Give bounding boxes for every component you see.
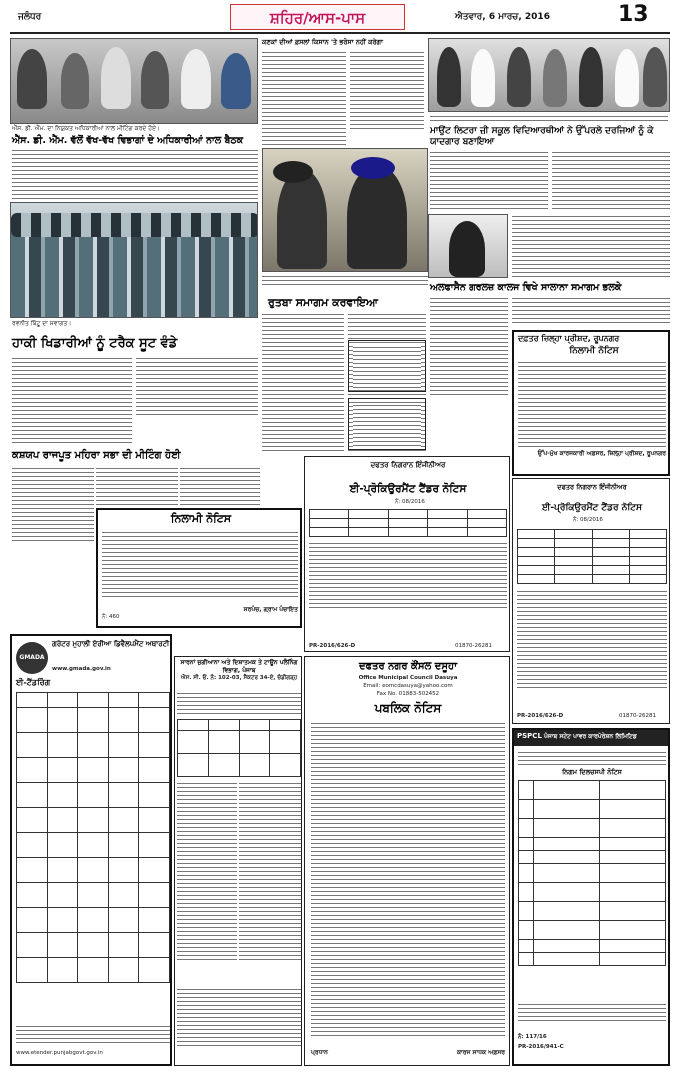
nilami-title: ਨਿਲਾਮੀ ਨੋਟਿਸ: [170, 512, 232, 525]
zila-parishad-notice: [512, 330, 670, 476]
school-photo: [428, 38, 670, 112]
school-body-2: [552, 150, 670, 212]
eproc-right-no: ਨੰ: 08/2016: [573, 517, 603, 523]
council-public-notice: ਪਬਲਿਕ ਨੋਟਿਸ: [374, 701, 442, 715]
college-photo: [428, 214, 508, 278]
nilami-sign: ਸਰਪੰਚ, ਗ੍ਰਾਮ ਪੰਚਾਇਤ: [243, 606, 298, 613]
eproc-left-no: ਨੰ: 08/2016: [395, 499, 425, 505]
council-en: Office Municipal Council Dasuya: [358, 675, 458, 681]
town-planning-title: ਸਾਰਨਾਂ ਜੁਗੀਆਨਾ ਅਤੇ ਦਿਸ਼ਾਤਮਕ ਤੇ ਟਾਊਨ ਪਲੈਨਿੰਗ ਵਿਭਾਗ, ਪੰਜਾਬ: [180, 659, 298, 674]
hockey-caption: ਰਵਨੀਤ ਬਿੱਟੂ ਦਾ ਸਵਾਗਤ।: [12, 320, 72, 327]
rutba-headline: ਰੁਤਬਾ ਸਮਾਗਮ ਕਰਵਾਇਆ: [268, 296, 379, 309]
nilami-body: [102, 530, 298, 600]
school-body: [430, 150, 548, 212]
town-planning-notice: [174, 656, 302, 1066]
rutba-body: [262, 312, 344, 452]
mehra-body-2: [96, 466, 178, 506]
town-planning-sub: ਐਸ. ਸੀ. ਓ. ਨੰ: 102-03, ਸੈਕਟਰ 34-ਏ, ਚੰਡੀਗੜ੍ਹ: [180, 675, 298, 681]
kaddi-headline: ਕਣਕਾਂ ਦੀਆਂ ਫ਼ਸਲਾਂ ਕਿਸਾਨ 'ਤੇ ਭਰੋਸਾ ਨਹੀਂ ਕਰੇਗਾ: [262, 38, 383, 46]
eproc-left-title: ਈ-ਪ੍ਰੋਕਿਉਰਮੈਂਟ ਟੈਂਡਰ ਨੋਟਿਸ: [349, 483, 467, 495]
header-rule: [10, 32, 670, 34]
mehra-headline: ਕਸ਼ਯਪ ਰਾਜਪੂਤ ਮਹਿਰਾ ਸਭਾ ਦੀ ਮੀਟਿੰਗ ਹੋਈ: [12, 450, 181, 461]
zila-parishad-title: ਦਫ਼ਤਰ ਜ਼ਿਲ੍ਹਾ ਪ੍ਰੀਸ਼ਦ, ਰੂਪਨਗਰ: [518, 334, 620, 343]
council-notice: [304, 656, 510, 1066]
council-sign-right: ਕਾਰਜ ਸਾਧਕ ਅਫ਼ਸਰ: [456, 1049, 505, 1056]
gmada-name: ਗਰੇਟਰ ਮੁਹਾਲੀ ਏਰੀਆ ਡਿਵੈਲਪਮੈਂਟ ਅਥਾਰਟੀ: [52, 640, 170, 648]
pspcl-no: ਨੰ: 117/16: [518, 1034, 547, 1040]
college-body: [430, 296, 508, 396]
eproc-left-pr: PR-2016/626-D: [309, 643, 356, 649]
council-title: ਦਫਤਰ ਨਗਰ ਕੌਂਸਲ ਦਸੂਹਾ: [358, 661, 458, 672]
notice-small-2: [348, 398, 426, 450]
eproc-left-notice: [304, 456, 510, 652]
school-caption: [430, 114, 668, 124]
eproc-left-phone: 01870-26281: [455, 643, 492, 649]
pspcl-notice: [512, 728, 670, 1066]
gmada-table: [16, 692, 170, 983]
eproc-right-office: ਦਫਤਰ ਨਿਗਰਾਨ ਇੰਜੀਨੀਅਰ: [557, 483, 627, 491]
nilami-ref: ਨੰ: 460: [102, 614, 120, 620]
header-city: ਜਲੰਧਰ: [18, 12, 42, 22]
hockey-body: [12, 356, 132, 446]
hockey-body-2: [136, 356, 258, 416]
hockey-photo: [10, 202, 258, 318]
town-planning-body-2: [239, 781, 301, 961]
hockey-headline: ਹਾਕੀ ਖਿਡਾਰੀਆਂ ਨੂੰ ਟਰੈਕ ਸੂਟ ਵੰਡੇ: [12, 336, 178, 351]
town-planning-body: [177, 781, 237, 961]
eproc-right-pr: PR-2016/626-D: [517, 713, 564, 719]
pspcl-sub: ਨਿਗਮ ਦਿਲਚਸਪੀ ਨੋਟਿਸ: [562, 768, 622, 776]
council-body: [311, 721, 505, 1037]
zila-parishad-sub: ਨਿਲਾਮੀ ਨੋਟਿਸ: [569, 346, 619, 356]
eproc-right-table: [517, 529, 667, 584]
town-planning-intro: [177, 691, 301, 715]
gmada-footer-text: [16, 1024, 170, 1046]
college-side-text: [512, 214, 670, 280]
gmada-footer-site: www.etender.punjabgovt.gov.in: [16, 1050, 103, 1056]
eproc-left-table: [309, 509, 507, 537]
school-headline: ਮਾਉਂਟ ਲਿਟਰਾ ਜ਼ੀ ਸਕੂਲ ਵਿਦਿਆਰਥੀਆਂ ਨੇ ਉੱਪਰਲੇ ਦਰਜਿਆਂ ਨੂੰ ਕੇ ਯਾਦਗਾਰ ਬਣਾਇਆ: [430, 126, 654, 147]
sdm-photo-caption: ਐੱਸ. ਡੀ. ਐੱਮ. ਦਾ ਨਿਯੁਕਤ ਅਧਿਕਾਰੀਆਂ ਨਾਲ ਮੀਟਿੰਗ ਕਰਦੇ ਹੋਏ।: [12, 125, 161, 132]
page-number: 13: [618, 2, 649, 27]
eproc-left-office: ਦਫਤਰ ਨਿਗਰਾਨ ਇੰਜੀਨੀਅਰ: [370, 461, 446, 469]
pspcl-table: [518, 780, 666, 966]
zila-parishad-sign: ਉੱਪ-ਮੁੱਖ ਕਾਰਜਕਾਰੀ ਅਫ਼ਸਰ, ਜ਼ਿਲ੍ਹਾ ਪ੍ਰੀਸ਼ਦ, ਰੂਪਨਗਰ: [537, 450, 666, 457]
gmada-notice: [10, 634, 172, 1066]
eproc-right-phone: 01870-26281: [619, 713, 656, 719]
notice-small-1: [348, 340, 426, 392]
pspcl-title: ਪੰਜਾਬ ਸਟੇਟ ਪਾਵਰ ਕਾਰਪੋਰੇਸ਼ਨ ਲਿਮਿਟਿਡ: [544, 733, 637, 740]
rutba-photo: [262, 148, 428, 272]
eproc-left-terms: [309, 541, 507, 611]
town-planning-table: [177, 719, 301, 777]
pspcl-address: [518, 750, 666, 766]
college-body-2: [512, 296, 670, 326]
zila-parishad-body: [518, 360, 666, 448]
pspcl-logo: PSPCL: [517, 732, 542, 740]
rutba-caption: [262, 274, 428, 288]
gmada-logo: GMADA: [16, 642, 48, 674]
eproc-right-notice: [512, 478, 670, 724]
council-sign-left: ਪ੍ਰਧਾਨ: [311, 1049, 328, 1056]
nilami-notice: [96, 508, 302, 628]
sdm-meeting-headline: ਐੱਸ. ਡੀ. ਐੱਮ. ਵੱਲੋਂ ਵੱਖ-ਵੱਖ ਵਿਭਾਗਾਂ ਦੇ ਅਧਿਕਾਰੀਆਂ ਨਾਲ ਬੈਠਕ: [12, 135, 244, 146]
mehra-body-3: [180, 466, 260, 506]
pspcl-pr: PR-2016/941-C: [518, 1044, 564, 1050]
pspcl-footer-text: [518, 1002, 666, 1022]
council-fax: Fax No. 01883-502452: [376, 691, 440, 697]
section-masthead: ਸ਼ਹਿਰ/ਆਸ-ਪਾਸ: [230, 4, 405, 30]
kaddi-body-2: [350, 50, 424, 130]
kaddi-body: [262, 50, 346, 146]
gmada-site: www.gmada.gov.in: [52, 666, 111, 672]
town-planning-footer: [177, 987, 301, 1047]
eproc-right-terms: [517, 589, 667, 689]
header-date: ਐਤਵਾਰ, 6 ਮਾਰਚ, 2016: [455, 12, 550, 22]
sdm-meeting-photo: [10, 38, 258, 124]
college-headline: ਅਲਫਾਸੈਨ ਗਰਲਜ਼ ਕਾਲਜ ਵਿਖੇ ਸਾਲਾਨਾ ਸਮਾਗਮ ਭਲਕੇ: [430, 282, 622, 293]
gmada-title: ਈ-ਟੈਂਡਰਿੰਗ: [16, 678, 51, 687]
council-email: Email: eomcdasuya@yahoo.com: [363, 683, 453, 689]
mehra-body: [12, 466, 94, 544]
eproc-right-title: ਈ-ਪ੍ਰੋਕਿਉਰਮੈਂਟ ਟੈਂਡਰ ਨੋਟਿਸ: [541, 503, 643, 513]
sdm-meeting-body: [12, 148, 258, 200]
